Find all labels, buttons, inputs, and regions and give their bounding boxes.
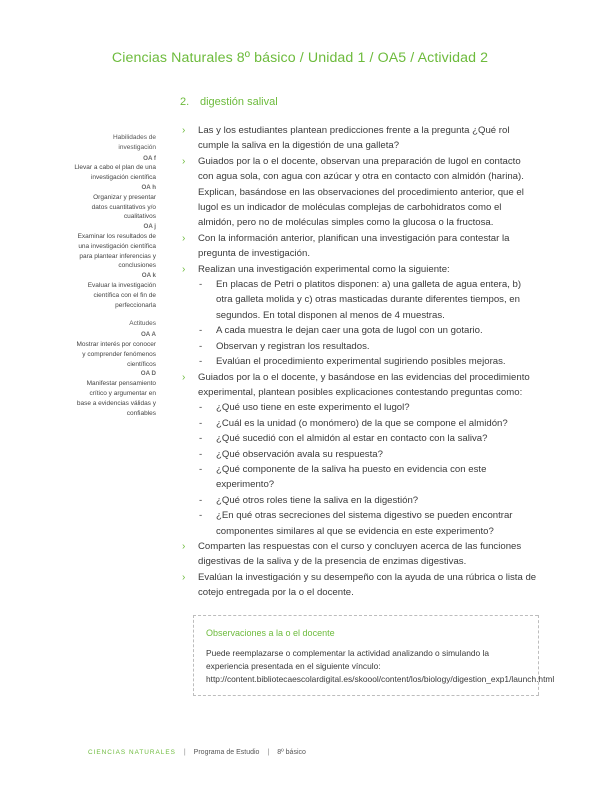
- footer-subject: CIENCIAS NATURALES: [88, 749, 176, 756]
- objective-text: confiables: [126, 409, 156, 417]
- chevron-right-icon: [182, 570, 185, 585]
- objective-text: Examinar los resultados de: [77, 232, 156, 240]
- chevron-right-icon: [182, 123, 185, 138]
- objective-code: OA h: [141, 183, 156, 191]
- objective-text: una investigación científica: [78, 242, 156, 250]
- objective-text: Manifestar pensamiento: [86, 380, 156, 388]
- objective-text: Mostrar interés por conocer: [76, 340, 156, 348]
- dash-bullet: [199, 493, 202, 508]
- activity-steps: [182, 123, 537, 601]
- dash-bullet: [199, 400, 202, 415]
- list-item-text: Las y los estudiantes plantean predicciones frente a la pregunta ¿Qué rol cumple la saliva en la digestión de una galleta?: [198, 125, 510, 152]
- section-title: digestión salival: [200, 96, 278, 108]
- objective-code: OA A: [140, 331, 156, 339]
- sub-list-item-text: ¿Qué otros roles tiene la saliva en la digestión?: [216, 494, 419, 506]
- footer-separator: |: [267, 749, 270, 756]
- sub-list-item: [199, 416, 537, 431]
- list-item-text: Evalúan la investigación y su desempeño con la ayuda de una rúbrica o lista de cotejo entregada por la o el docente.: [198, 571, 537, 599]
- sub-list-item: [199, 431, 537, 446]
- objective-text: Organizar y presentar: [93, 193, 156, 201]
- learning-objectives-sidebar: [38, 133, 156, 418]
- sub-list-item-text: ¿Qué sucedió con el almidón al estar en contacto con la saliva?: [216, 433, 488, 445]
- objective-text: científica con el fin de: [93, 291, 156, 299]
- sub-list-item: [199, 493, 537, 508]
- dash-bullet: [199, 508, 202, 523]
- sub-list-item-text: ¿Qué observación avala su respuesta?: [216, 448, 383, 460]
- dash-bullet: [199, 323, 202, 338]
- sub-list-item: [199, 508, 537, 539]
- dash-bullet: [199, 416, 202, 431]
- list-item: [182, 231, 537, 262]
- dash-bullet: [199, 462, 202, 477]
- objective-code: OA j: [143, 223, 156, 231]
- chevron-right-icon: [182, 231, 185, 246]
- chevron-right-icon: [182, 370, 185, 385]
- dash-bullet: [199, 277, 202, 292]
- list-item: [182, 570, 537, 601]
- sub-list: [182, 400, 537, 539]
- objective-text: Evaluar la investigación: [87, 281, 156, 289]
- footer-separator: |: [183, 749, 186, 756]
- sub-list-item-text: ¿Qué componente de la saliva ha puesto en evidencia con este experimento?: [216, 463, 487, 491]
- objective-text: y comprender fenómenos: [82, 350, 156, 358]
- chevron-right-icon: [182, 539, 185, 554]
- dash-bullet: [199, 447, 202, 462]
- page-title: Ciencias Naturales 8º básico / Unidad 1 / OA5 / Actividad 2: [111, 50, 489, 66]
- objective-text: base a evidencias válidas y: [76, 399, 156, 407]
- list-item-text: Comparten las respuestas con el curso y concluyen acerca de las funciones digestivas de la saliva y de la presencia de enzimas digestivas.: [198, 540, 522, 568]
- sub-list-item-text: ¿Qué uso tiene en este experimento el lugol?: [216, 402, 410, 414]
- observations-title: Observaciones a la o el docente: [206, 628, 335, 638]
- list-item: [182, 123, 537, 154]
- sub-list-item-text: ¿En qué otras secreciones del sistema digestivo se pueden encontrar componentes similares al que se evidencia en este experimento?: [216, 510, 513, 537]
- skills-heading-line: Habilidades de: [112, 134, 156, 141]
- sub-list-item-text: Observan y registran los resultados.: [216, 340, 370, 352]
- sub-list-item-text: A cada muestra le dejan caer una gota de lugol con un gotario.: [216, 325, 483, 337]
- objective-code: OA k: [141, 272, 156, 280]
- sub-list-item: [199, 354, 537, 369]
- objective-text: datos cuantitativos y/o: [91, 203, 156, 211]
- objective-text: crítico y argumentar en: [89, 389, 156, 397]
- sub-list-item: [199, 400, 537, 415]
- list-item-text: Guiados por la o el docente, observan una preparación de lugol en contacto con agua sola, con agua con azúcar y otra en contacto con almidón (harina). Explican, basándose en las observaciones del procedimiento anterior, que el lugol es un indicador de moléculas complejas de carbohidratos como el almidón, pero no de moléculas simples como la glucosa o la fructosa.: [198, 155, 524, 229]
- objective-text: Llevar a cabo el plan de una: [74, 164, 156, 172]
- objective-code: OA D: [140, 370, 156, 378]
- objective-text: investigación científica: [90, 174, 156, 182]
- list-item: [182, 154, 537, 231]
- section-number: 2.: [180, 96, 190, 108]
- dash-bullet: [199, 339, 202, 354]
- dash-bullet: [199, 354, 202, 369]
- objective-code: OA f: [143, 154, 156, 162]
- sub-list-item: [199, 323, 537, 338]
- section-heading: [180, 96, 278, 108]
- footer-grade: 8º básico: [277, 749, 306, 756]
- objective-text: científicos: [127, 360, 156, 368]
- list-item-text: Realizan una investigación experimental como la siguiente:: [198, 263, 450, 275]
- list-item: [182, 262, 537, 277]
- skills-heading-line: investigación: [118, 143, 156, 151]
- sub-list-item-text: En placas de Petri o platitos disponen: a) una galleta de agua entera, b) otra galleta molida y c) otras masticadas durante diferentes tiempos, en segundos. En total disponen al menos de 4 muestras.: [216, 279, 522, 321]
- observations-text: Puede reemplazarse o complementar la actividad analizando o simulando la experiencia presentada en el siguiente vínculo: http://content.bibliotecaescolardigital.es/skoool/content/los/biology/digestion_exp1/launch.html: [206, 648, 555, 684]
- sub-list-item-text: Evalúan el procedimiento experimental sugiriendo posibles mejoras.: [216, 356, 506, 368]
- chevron-right-icon: [182, 154, 185, 169]
- sub-list-item: [199, 462, 537, 493]
- sub-list-item-text: ¿Cuál es la unidad (o monómero) de la que se compone el almidón?: [216, 417, 508, 429]
- attitudes-heading: Actitudes: [129, 320, 156, 328]
- sub-list: [182, 277, 537, 369]
- objective-text: para plantear inferencias y: [79, 252, 156, 260]
- sub-list-item: [199, 339, 537, 354]
- list-item-text: Con la información anterior, planifican una investigación para contestar la pregunta de investigación.: [198, 232, 510, 260]
- sub-list-item: [199, 447, 537, 462]
- objective-text: conclusiones: [118, 262, 156, 270]
- page-footer: [88, 749, 306, 756]
- observations-box-border: [193, 615, 538, 616]
- list-item: [182, 370, 537, 401]
- list-item-text: Guiados por la o el docente, y basándose en las evidencias del procedimiento experimental, plantean posibles explicaciones contestando preguntas como:: [198, 371, 530, 398]
- objective-text: perfeccionarla: [115, 301, 156, 309]
- list-item: [182, 539, 537, 570]
- footer-program: Programa de Estudio: [193, 749, 260, 756]
- skills-heading: [38, 133, 156, 153]
- sub-list-item: [199, 277, 537, 323]
- chevron-right-icon: [182, 262, 185, 277]
- spacer: [38, 310, 156, 319]
- dash-bullet: [199, 431, 202, 446]
- objective-text: cualitativos: [123, 213, 156, 221]
